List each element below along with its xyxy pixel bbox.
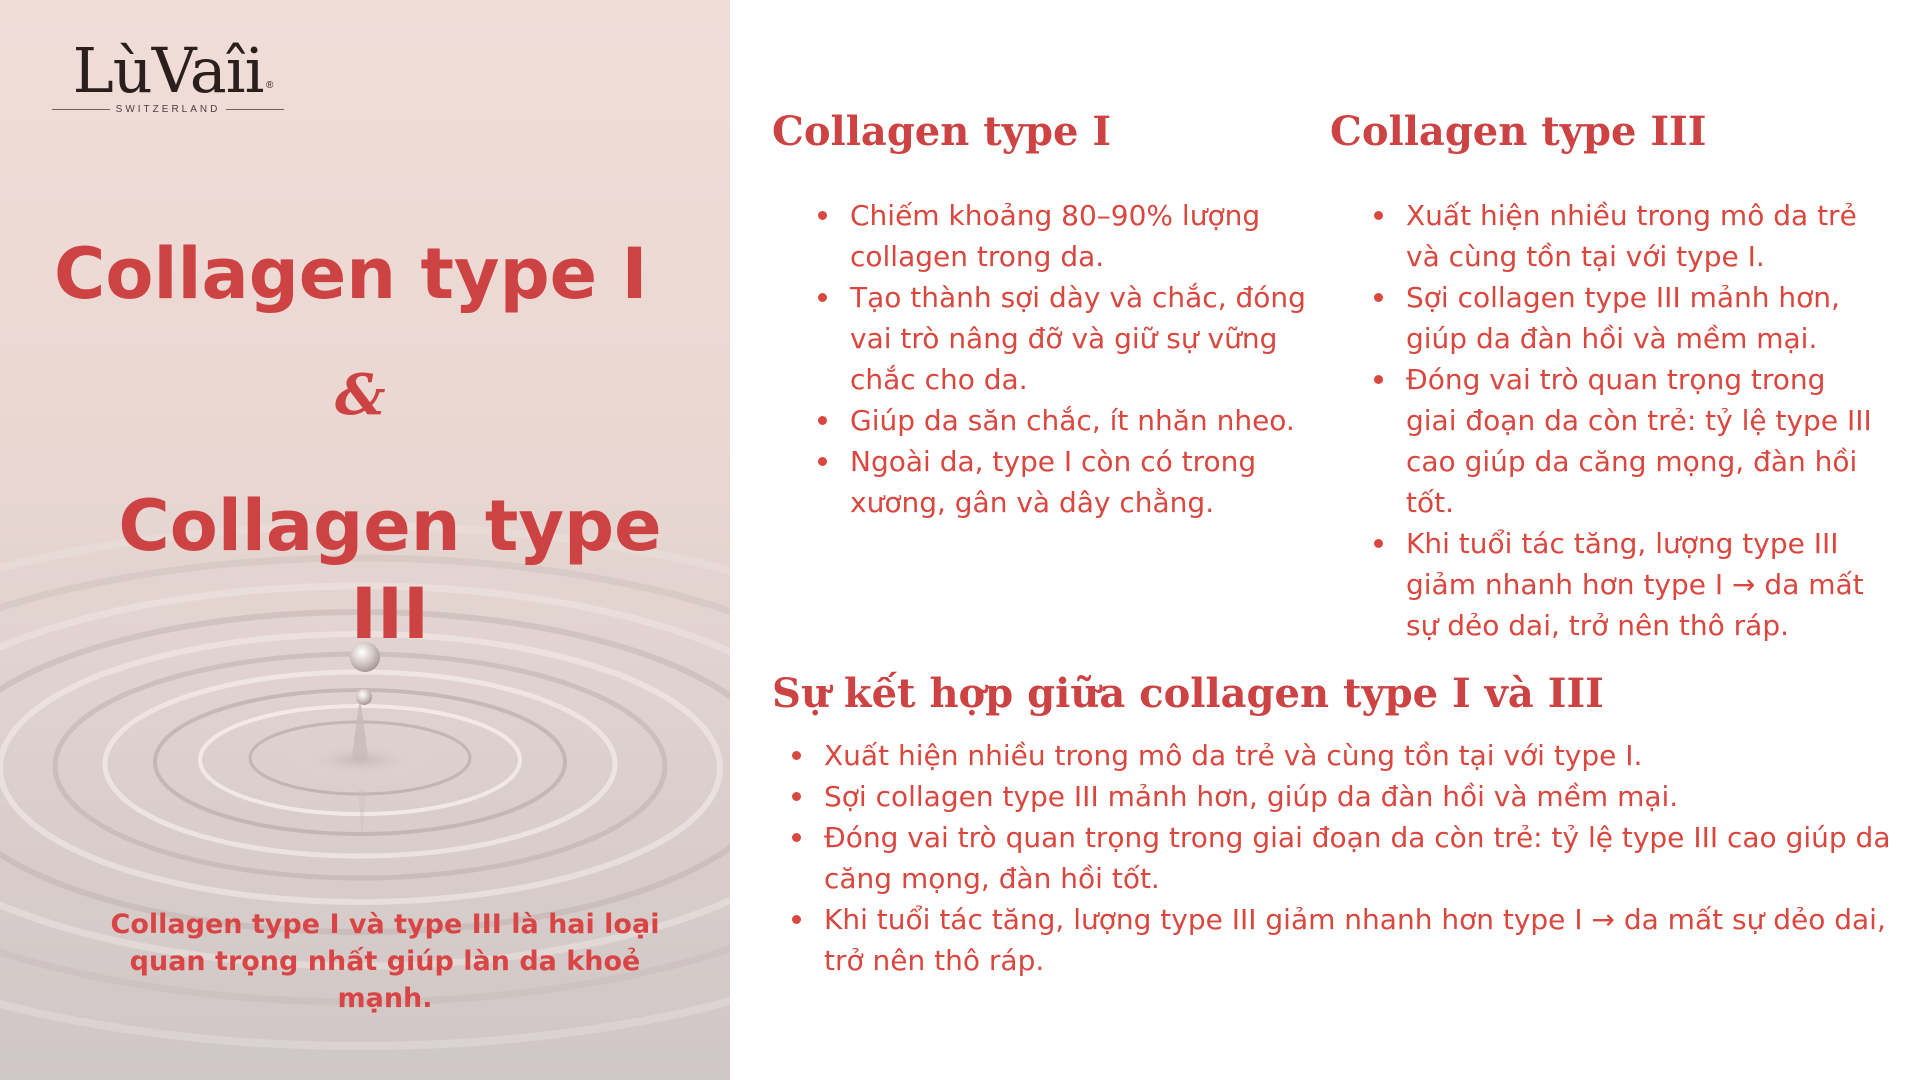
- list-item: Ngoài da, type I còn có trong xương, gân và dây chằng.: [818, 441, 1308, 523]
- type3-list: [1374, 195, 1884, 646]
- list-item: Khi tuổi tác tăng, lượng type III giảm nhanh hơn type I → da mất sự dẻo dai, trở nên thô ráp.: [792, 899, 1902, 981]
- list-item: Tạo thành sợi dày và chắc, đóng vai trò nâng đỡ và giữ sự vững chắc cho da.: [818, 277, 1308, 400]
- hero-title-type-1: Collagen type I: [54, 233, 648, 315]
- list-item: Sợi collagen type III mảnh hơn, giúp da đàn hồi và mềm mại.: [792, 776, 1902, 817]
- list-item: Sợi collagen type III mảnh hơn, giúp da đàn hồi và mềm mại.: [1374, 277, 1884, 359]
- hero-ampersand: &: [335, 362, 386, 428]
- list-item: Xuất hiện nhiều trong mô da trẻ và cùng tồn tại với type I.: [1374, 195, 1884, 277]
- brand-logo: [52, 36, 284, 115]
- brand-name: LùVaîi: [72, 34, 264, 107]
- tagline-divider: [52, 109, 110, 110]
- list-item: Đóng vai trò quan trọng trong giai đoạn da còn trẻ: tỷ lệ type III cao giúp da căng mọng, đàn hồi tốt.: [1374, 359, 1884, 523]
- hero-caption: Collagen type I và type III là hai loại quan trọng nhất giúp làn da khoẻ mạnh.: [110, 909, 660, 1014]
- tagline-divider: [226, 109, 284, 110]
- type1-list: [818, 195, 1308, 523]
- list-item: Khi tuổi tác tăng, lượng type III giảm nhanh hơn type I → da mất sự dẻo dai, trở nên thô ráp.: [1374, 523, 1884, 646]
- combo-heading: Sự kết hợp giữa collagen type I và III: [772, 670, 1604, 717]
- registered-mark: ®: [266, 80, 274, 91]
- brand-tagline: SWITZERLAND: [115, 104, 221, 115]
- combo-list: [792, 735, 1902, 981]
- list-item: Đóng vai trò quan trọng trong giai đoạn da còn trẻ: tỷ lệ type III cao giúp da căng mọng, đàn hồi tốt.: [792, 817, 1902, 899]
- hero-title-type-3: Collagen type III: [118, 485, 662, 655]
- list-item: Giúp da săn chắc, ít nhăn nheo.: [818, 400, 1308, 441]
- list-item: Xuất hiện nhiều trong mô da trẻ và cùng tồn tại với type I.: [792, 735, 1902, 776]
- type3-heading: Collagen type III: [1330, 108, 1707, 155]
- left-panel: [0, 0, 730, 1080]
- list-item: Chiếm khoảng 80–90% lượng collagen trong da.: [818, 195, 1308, 277]
- type1-heading: Collagen type I: [772, 108, 1112, 155]
